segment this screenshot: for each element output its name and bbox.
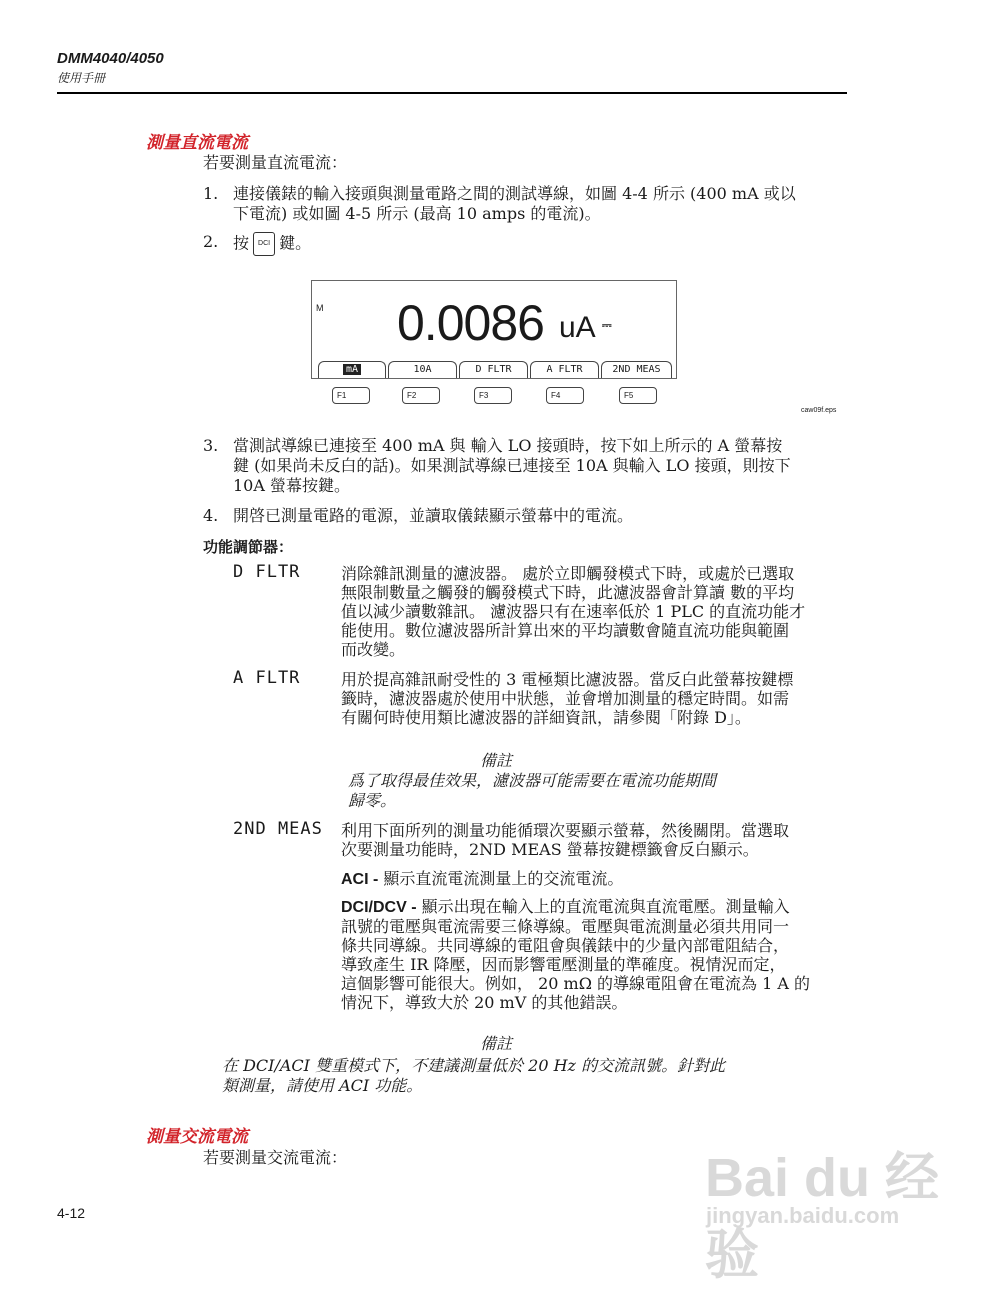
f5-key: F5 (619, 387, 657, 404)
dc-intro: 若要測量直流電流： (203, 153, 348, 172)
step-3-line: 鍵 (如果尚未反白的話)。如果測試導線已連接至 10A 與輸入 LO 接頭，則按下 (233, 456, 791, 475)
display-unit: uA (559, 311, 596, 344)
step-3-line: 10A 螢幕按鍵。 (233, 476, 351, 495)
f2-key: F2 (402, 387, 440, 404)
desc-line: 條共同導線。共同導線的電阻會與儀錶中的少量內部電阻結合， (341, 936, 790, 955)
note-line: 歸零。 (348, 791, 397, 810)
term-a-fltr: A FLTR (233, 668, 301, 688)
step-1-line: 下電流) 或如圖 4-5 所示 (最高 10 amps 的電流)。 (233, 204, 601, 223)
aci-item (341, 869, 846, 889)
softkey-a-fltr (530, 361, 599, 378)
2nd-meas-description (341, 821, 846, 859)
ac-intro: 若要測量交流電流： (203, 1148, 348, 1167)
f4-key: F4 (546, 387, 584, 404)
softkey-label: mA (343, 364, 361, 375)
f1-key: F1 (332, 387, 370, 404)
desc-line: 利用下面所列的測量功能循環次要顯示螢幕，然後關閉。當選取 (341, 821, 790, 840)
step-1-text (233, 184, 843, 224)
desc-line: 而改變。 (341, 640, 406, 659)
modifiers-heading: 功能調節器： (203, 539, 294, 556)
desc-line: 用於提高雜訊耐受性的 3 電極類比濾波器。當反白此螢幕按鍵標 (341, 670, 794, 689)
softkey-label: A FLTR (546, 364, 583, 375)
manual-model: DMM4040/4050 (57, 50, 164, 67)
softkey-2nd-meas (601, 361, 672, 378)
dc-symbol-icon: ⎓ (602, 318, 612, 332)
step-4-number: 4. (203, 506, 219, 525)
note-line: 類測量，請使用 ACI 功能。 (222, 1076, 423, 1095)
term-d-fltr: D FLTR (233, 562, 301, 582)
dci-key-icon: DCI (253, 232, 275, 256)
desc-line: 籤時，濾波器處於使用中狀態，並會增加測量的穩定時間。如需 (341, 689, 790, 708)
baidu-watermark-logo: Bai du 经验 (705, 1148, 940, 1285)
desc-line: 值以減少讀數雜訊。 濾波器只有在速率低於 1 PLC 的直流功能才 (341, 602, 806, 621)
a-fltr-description (341, 670, 846, 727)
baidu-watermark-url: jingyan.baidu.com (706, 1203, 900, 1228)
display-reading: 0.0086 (397, 295, 544, 351)
step-4-text: 開啓已測量電路的電源，並讀取儀錶顯示螢幕中的電流。 (233, 506, 634, 525)
note-2-text (222, 1056, 725, 1096)
desc-line: 訊號的電壓與電流需要三條導線。電壓與電流測量必須共用同一 (341, 917, 790, 936)
dcidcv-item (341, 897, 846, 1012)
step-3-line: 當測試導線已連接至 400 mA 與 輸入 LO 接頭時，按下如上所示的 A 螢幕按 (233, 436, 783, 455)
desc-line: 有關何時使用類比濾波器的詳細資訊，請參閱「附錄 D」。 (341, 708, 751, 727)
manual-subtitle: 使用手冊 (57, 71, 106, 85)
step-2-pre: 按 (233, 233, 250, 253)
memory-indicator: M (316, 303, 324, 313)
aci-label: ACI - (341, 871, 379, 888)
header-divider (57, 92, 847, 94)
desc-line: 顯示出現在輸入上的直流電流與直流電壓。測量輸入 (421, 897, 790, 916)
softkey-ma (318, 361, 386, 378)
softkey-label: 10A (413, 364, 432, 375)
figure-caption: caw09f.eps (801, 407, 837, 414)
desc-line: 情況下，導致大於 20 mV 的其他錯誤。 (341, 993, 628, 1012)
page-number: 4-12 (57, 1205, 86, 1221)
meter-display (311, 280, 677, 379)
step-1-line: 連接儀錶的輸入接頭與測量電路之間的測試導線，如圖 4-4 所示 (400 mA 或以 (233, 184, 796, 203)
step-1-number: 1. (203, 184, 219, 203)
d-fltr-description (341, 564, 846, 659)
step-3-number: 3. (203, 436, 219, 455)
softkey-10a (388, 361, 457, 378)
f3-key: F3 (474, 387, 512, 404)
note-1-heading: 備註 (480, 751, 513, 770)
desc-line: 次要測量功能時，2ND MEAS 螢幕按鍵標籤會反白顯示。 (341, 840, 759, 859)
desc-line: 無限制數量之觸發的觸發模式下時，此濾波器會計算讀 數的平均 (341, 583, 795, 602)
softkey-label: D FLTR (475, 364, 512, 375)
note-2-heading: 備註 (480, 1034, 513, 1053)
note-line: 在 DCI/ACI 雙重模式下，不建議測量低於 20 Hz 的交流訊號。針對此 (222, 1056, 726, 1075)
term-2nd-meas: 2ND MEAS (233, 819, 323, 839)
note-line: 爲了取得最佳效果，濾波器可能需要在電流功能期間 (348, 771, 717, 790)
section-title-ac-current: 測量交流電流 (146, 1127, 248, 1146)
desc-line: 這個影響可能很大。例如， 20 mΩ 的導線電阻會在電流為 1 A 的 (341, 974, 811, 993)
dcidcv-label: DCI/DCV - (341, 899, 417, 916)
desc-line: 導致產生 IR 降壓，因而影響電壓測量的準確度。視情況而定， (341, 955, 786, 974)
desc-line: 能使用。數位濾波器所計算出來的平均讀數會隨直流功能與範圍 (341, 621, 790, 640)
softkey-label: 2ND MEAS (612, 364, 661, 375)
desc-line: 消除雜訊測量的濾波器。 處於立即觸發模式下時，或處於已選取 (341, 564, 795, 583)
step-2-number: 2. (203, 232, 219, 251)
note-1-text (348, 771, 716, 811)
aci-text: 顯示直流電流測量上的交流電流。 (383, 869, 624, 888)
step-2-post: 鍵。 (279, 233, 312, 253)
step-2-text (233, 232, 311, 256)
section-title-dc-current: 測量直流電流 (146, 133, 248, 152)
step-3-text (233, 436, 848, 496)
softkey-d-fltr (459, 361, 528, 378)
